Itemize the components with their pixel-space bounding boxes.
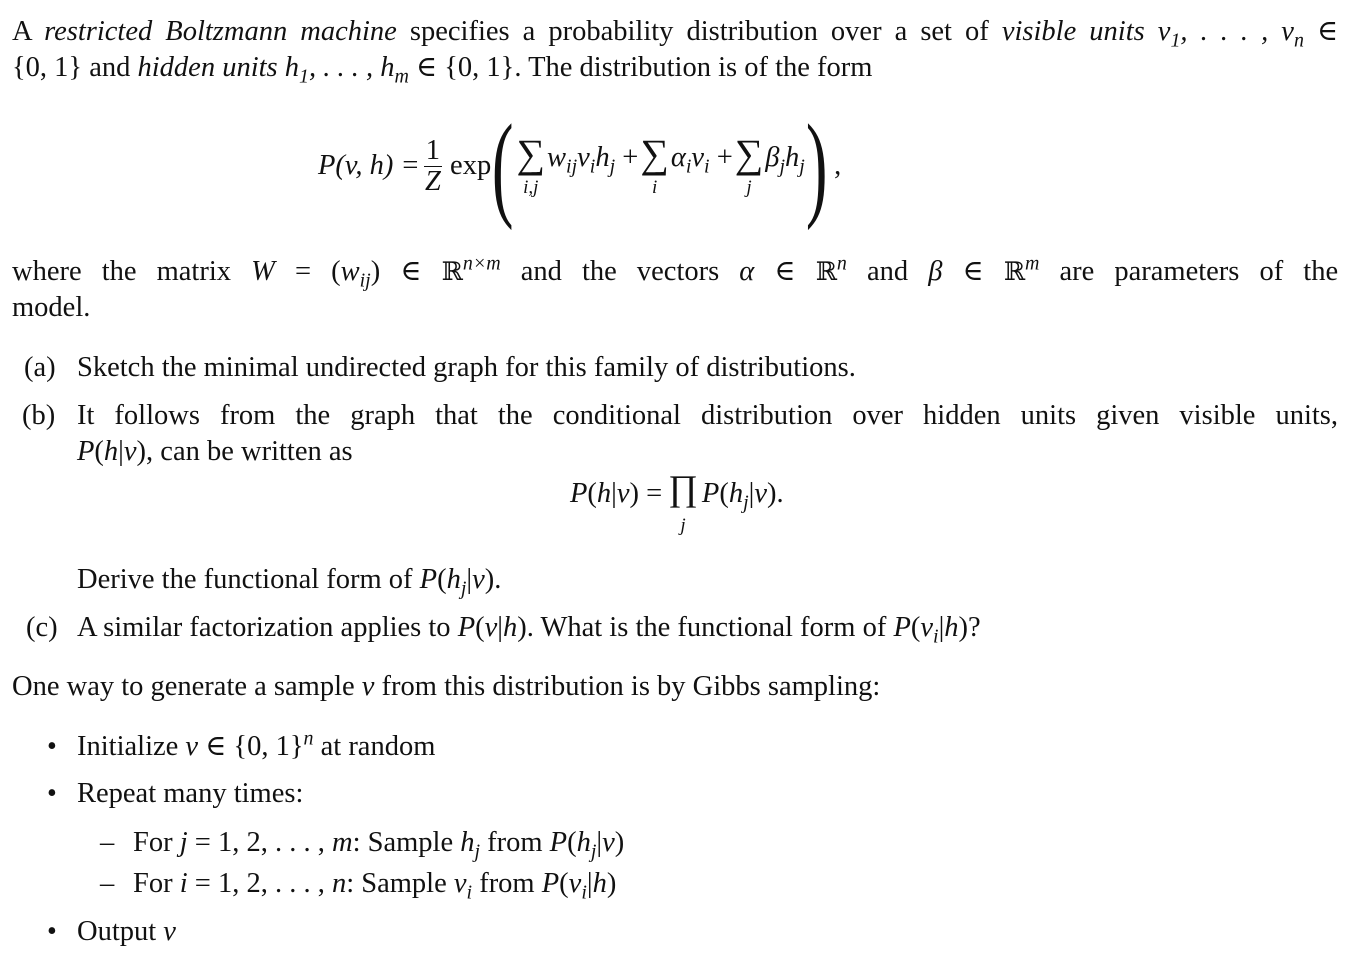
gibbs-intro xyxy=(12,669,880,705)
part-a-label: (a) xyxy=(24,352,56,383)
where-text: are parameters of the xyxy=(1059,256,1339,287)
math-R-nxm: ℝ$^{n\times m}$ xyxy=(441,252,501,287)
part-b-text: Derive the functional form of xyxy=(77,564,413,595)
eq-fact-lhs: P(h|v) = xyxy=(570,478,663,509)
intro-text: . The distribution is of the form xyxy=(514,52,873,83)
math-vi: $v_i$ xyxy=(453,868,473,904)
math-R-m: ℝ$^m$ xyxy=(1003,252,1040,287)
math-equals: = xyxy=(294,256,312,287)
eq-left-paren: ( xyxy=(492,100,514,231)
gibbs-text: at random xyxy=(320,731,436,762)
term-visible-units: visible units xyxy=(1001,16,1145,47)
gibbs-text: One way to generate a sample xyxy=(12,671,355,702)
gibbs-text: : Sample xyxy=(346,868,447,899)
math-in: ∈ xyxy=(400,256,422,287)
math-W: W xyxy=(251,256,275,287)
intro-text: and xyxy=(89,52,131,83)
intro-line-2 xyxy=(12,50,872,86)
eq-term-beta: $\beta_jh_j$ xyxy=(765,142,805,178)
part-b-text-2 xyxy=(77,434,353,470)
eq-comma: , xyxy=(834,150,842,181)
gibbs-substep-visible xyxy=(133,866,616,902)
gibbs-step-output xyxy=(77,914,176,950)
eq-frac-num: 1 xyxy=(425,134,441,166)
bullet-icon: • xyxy=(47,916,57,947)
math-hidden-set: $h_1$, . . . , $h_m$ xyxy=(284,52,409,88)
part-a-text: Sketch the minimal undirected graph for this family of distributions. xyxy=(77,352,856,383)
sum-limit: i,j xyxy=(523,177,539,198)
dash-icon: – xyxy=(100,868,115,899)
eq-exp: exp xyxy=(450,150,492,181)
math-binary-set: {0, 1} xyxy=(12,52,83,83)
where-text: and the vectors xyxy=(520,256,720,287)
eq-frac-den: Z xyxy=(424,165,441,197)
part-b-label: (b) xyxy=(22,400,56,431)
intro-text: specifies a probability distribution over a set of xyxy=(409,16,989,47)
intro-text: A xyxy=(12,16,32,47)
bullet-icon: • xyxy=(47,778,57,809)
math-v-in-binary: v ∈ {0, 1}$^n$ xyxy=(185,727,314,762)
part-c-text: A similar factorization applies to xyxy=(77,612,451,643)
gibbs-text: Output xyxy=(77,916,157,947)
gibbs-text: : Sample xyxy=(352,827,454,858)
part-b-text-1 xyxy=(77,398,1338,434)
math-P-hj-given-v: $P(h_j|v)$. xyxy=(419,564,502,600)
intro-line-1 xyxy=(12,14,1338,50)
math-in: ∈ xyxy=(774,256,796,287)
sum-operator: ∑ i,j xyxy=(516,131,546,198)
part-c-text: . What is the functional form of xyxy=(526,612,887,643)
term-rbm: restricted Boltzmann machine xyxy=(44,16,397,47)
math-P-vi-given-h: $P(v_i|h)$? xyxy=(893,612,981,648)
where-line-1 xyxy=(12,254,1338,290)
part-c-label: (c) xyxy=(26,612,58,643)
product-operator: ∏ j xyxy=(668,468,698,536)
math-w-ij: $(w_{ij})$ xyxy=(331,256,381,292)
math-beta: β xyxy=(928,256,943,287)
bullet-icon: • xyxy=(47,731,57,762)
where-text: where the matrix xyxy=(12,256,232,287)
gibbs-step-initialize xyxy=(77,729,435,765)
term-hidden-units: hidden units xyxy=(137,52,278,83)
gibbs-text: from xyxy=(487,827,543,858)
math-P-v-given-h: P(v|h) xyxy=(457,612,527,643)
gibbs-substep-hidden xyxy=(133,825,624,861)
eq-term-weights: $w_{ij}v_ih_j$ + xyxy=(547,142,639,178)
gibbs-text: Initialize xyxy=(77,731,179,762)
part-c-text xyxy=(77,610,981,646)
eq-right-paren: ) xyxy=(805,100,828,231)
eq-fraction xyxy=(424,136,442,197)
eq-term-alpha: $\alpha_iv_i$ + xyxy=(670,142,733,178)
part-b-derive xyxy=(77,562,501,598)
sum-operator: ∑ i xyxy=(640,131,669,198)
math-P-h-given-v: P(h|v) xyxy=(77,436,147,467)
math-in: ∈ xyxy=(962,256,984,287)
math-visible-set: $v_1$, . . . , $v_n$ ∈ xyxy=(1157,16,1339,52)
gibbs-text: from this distribution is by Gibbs sampling: xyxy=(381,671,881,702)
eq-lhs: P(v, h) = xyxy=(318,150,420,181)
gibbs-step-repeat: Repeat many times: xyxy=(77,778,304,809)
math-v: v xyxy=(361,671,375,702)
equation-joint xyxy=(318,100,842,231)
where-text: and xyxy=(866,256,909,287)
math-i-range: i = 1, 2, . . . , n xyxy=(179,868,347,899)
eq-fact-rhs: $P(h_j|v)$. xyxy=(701,478,784,514)
math-v-output: v xyxy=(163,916,176,947)
equation-factorization xyxy=(570,464,784,536)
math-alpha: α xyxy=(739,256,755,287)
sum-limit: i xyxy=(651,177,658,198)
math-j-range: j = 1, 2, . . . , m xyxy=(179,827,353,858)
math-P-hj-given-v-2: $P(h_j|v)$ xyxy=(549,827,625,863)
part-b-text: It follows from the graph that the conditional distribution over hidden units given visible units, xyxy=(77,400,1338,431)
math-binary-set-2: ∈ {0, 1} xyxy=(416,52,515,83)
where-line-2: model. xyxy=(12,292,91,323)
math-P-vi-given-h-2: $P(v_i|h)$ xyxy=(541,868,617,904)
gibbs-text: For xyxy=(133,827,173,858)
gibbs-text: from xyxy=(479,868,535,899)
math-hj: $h_j$ xyxy=(460,827,481,863)
sum-limit: j xyxy=(746,177,752,198)
dash-icon: – xyxy=(100,827,115,858)
math-R-n: ℝ$^n$ xyxy=(815,252,847,287)
sum-operator: ∑ j xyxy=(734,131,764,198)
part-b-text: , can be written as xyxy=(146,436,353,467)
gibbs-text: For xyxy=(133,868,173,899)
